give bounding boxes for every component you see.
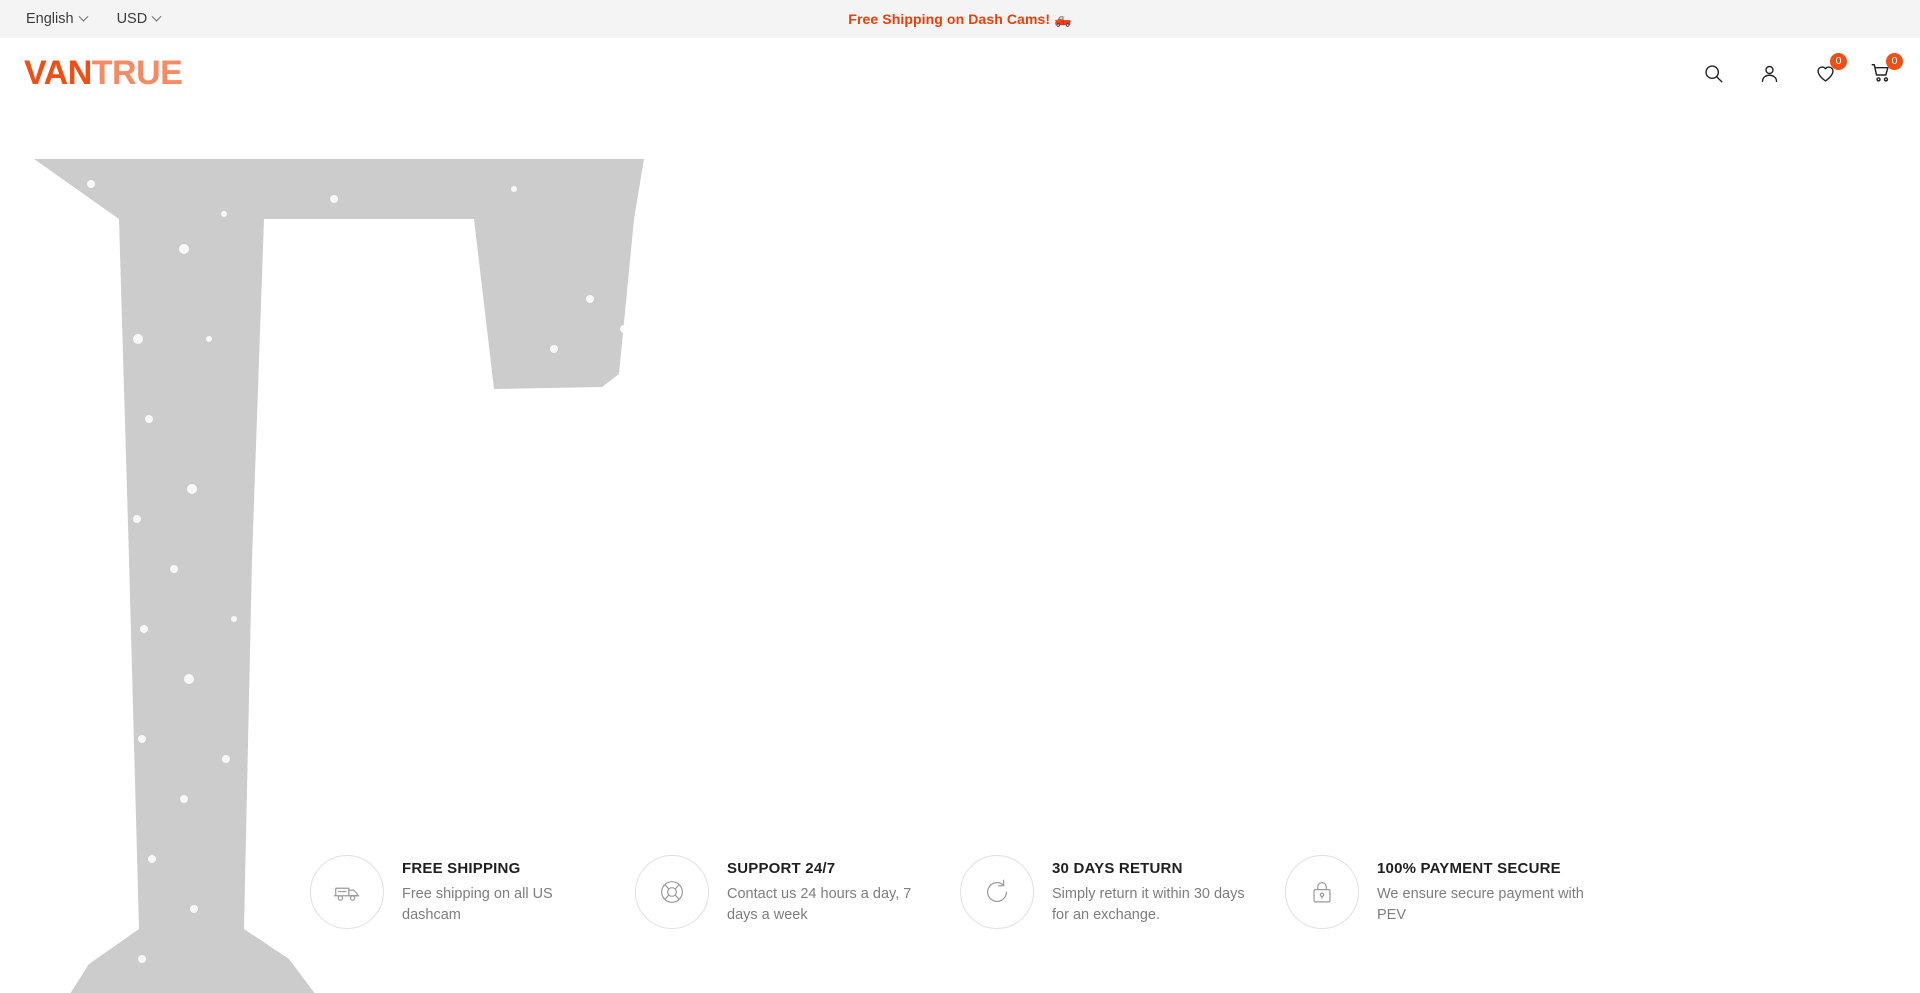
main-content xyxy=(0,108,1920,993)
feature-description: Contact us 24 hours a day, 7 days a week xyxy=(727,886,912,923)
feature-text xyxy=(727,858,937,925)
chevron-down-icon xyxy=(152,11,162,21)
feature-title: FREE SHIPPING xyxy=(402,860,521,878)
cart-button[interactable] xyxy=(1868,55,1898,86)
currency-selector[interactable] xyxy=(117,12,161,27)
locale-selectors xyxy=(26,12,160,27)
feature-title: 100% PAYMENT SECURE xyxy=(1377,860,1561,878)
search-icon xyxy=(1703,63,1724,84)
feature-title: 30 DAYS RETURN xyxy=(1052,860,1183,878)
header-actions xyxy=(1700,55,1898,86)
feature-description: We ensure secure payment with PEV xyxy=(1377,886,1584,923)
truck-icon xyxy=(310,855,384,929)
search-button[interactable] xyxy=(1700,60,1726,86)
feature-item xyxy=(960,855,1285,929)
feature-title: SUPPORT 24/7 xyxy=(727,860,836,878)
announcement-bar xyxy=(0,0,1920,38)
feature-description: Simply return it within 30 days for an exchange. xyxy=(1052,886,1245,923)
wishlist-count-badge: 0 xyxy=(1830,53,1847,70)
logo-text-true: TRUE xyxy=(91,54,183,92)
user-account-icon xyxy=(1759,63,1780,84)
language-selector[interactable] xyxy=(26,12,87,27)
currency-selector-label: USD xyxy=(116,10,148,27)
feature-item xyxy=(310,855,635,929)
return-arrow-icon xyxy=(960,855,1034,929)
announcement-emoji-icon: 🛻 xyxy=(1054,10,1072,27)
wishlist-button[interactable] xyxy=(1812,55,1842,86)
feature-item xyxy=(1285,855,1610,929)
chevron-down-icon xyxy=(78,11,88,21)
feature-item xyxy=(635,855,960,929)
language-selector-label: English xyxy=(26,10,74,27)
cart-count-badge: 0 xyxy=(1886,53,1903,70)
lifebuoy-icon xyxy=(635,855,709,929)
feature-text xyxy=(1052,858,1262,925)
feature-text xyxy=(402,858,612,925)
lock-icon xyxy=(1285,855,1359,929)
announcement-message-text: Free Shipping on Dash Cams! xyxy=(848,10,1051,27)
site-header xyxy=(0,38,1920,108)
logo-text-van: VAN xyxy=(24,54,92,92)
feature-highlights xyxy=(0,855,1920,929)
announcement-message xyxy=(0,11,1920,28)
feature-description: Free shipping on all US dashcam xyxy=(402,886,553,923)
feature-text xyxy=(1377,858,1587,925)
site-logo[interactable] xyxy=(24,56,182,90)
account-button[interactable] xyxy=(1756,60,1782,86)
